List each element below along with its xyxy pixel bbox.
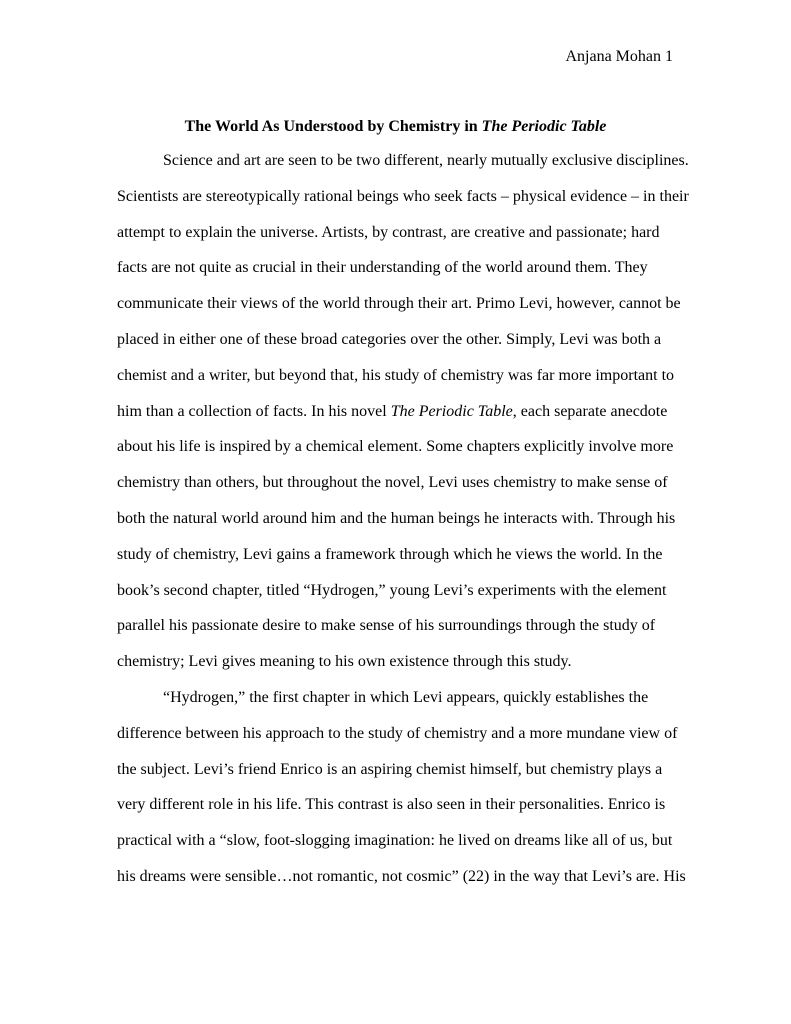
body-line: attempt to explain the universe. Artists, by contrast, are creative and passionate; hard [117, 223, 660, 241]
essay-title-book: The Periodic Table [481, 118, 607, 135]
body-line: about his life is inspired by a chemical element. Some chapters explicitly involve more [117, 438, 674, 456]
body-line: “Hydrogen,” the first chapter in which Levi appears, quickly establishes the [163, 688, 649, 706]
body-line: Science and art are seen to be two different, nearly mutually exclusive disciplines. [163, 152, 689, 169]
body-line: chemistry; Levi gives meaning to his own existence through this study. [117, 653, 572, 671]
body-line: study of chemistry, Levi gains a framework through which he views the world. In the [117, 545, 663, 563]
running-head: Anjana Mohan 1 [565, 48, 673, 65]
book-title-italic: The Periodic Table [390, 402, 513, 420]
body-line: the subject. Levi’s friend Enrico is an aspiring chemist himself, but chemistry plays a [117, 760, 663, 778]
body-line: Scientists are stereotypically rational beings who seek facts – physical evidence – in their [117, 187, 689, 205]
body-line: very different role in his life. This contrast is also seen in their personalities. Enrico is [117, 796, 666, 814]
essay-title-text: The World As Understood by Chemistry in [184, 118, 482, 135]
body-line: parallel his passionate desire to make sense of his surroundings through the study of [117, 617, 656, 635]
essay-body [117, 150, 689, 902]
body-line: chemistry than others, but throughout the novel, Levi uses chemistry to make sense of [117, 474, 668, 492]
body-line: book’s second chapter, titled “Hydrogen,” young Levi’s experiments with the element [117, 581, 667, 599]
essay-title [0, 117, 791, 137]
body-line: both the natural world around him and the human beings he interacts with. Through his [117, 509, 676, 527]
body-line: facts are not quite as crucial in their understanding of the world around them. They [117, 259, 648, 277]
body-line-part: him than a collection of facts. In his novel [117, 402, 391, 420]
body-line: chemist and a writer, but beyond that, his study of chemistry was far more important to [117, 366, 675, 384]
body-line: his dreams were sensible…not romantic, not cosmic” (22) in the way that Levi’s are. His [117, 867, 686, 885]
body-line: difference between his approach to the study of chemistry and a more mundane view of [117, 724, 678, 742]
body-line: practical with a “slow, foot-slogging imagination: he lived on dreams like all of us, but [117, 832, 673, 850]
body-line-part: , each separate anecdote [512, 402, 668, 420]
body-line: placed in either one of these broad categories over the other. Simply, Levi was both a [117, 330, 662, 348]
body-line-with-title [117, 401, 677, 437]
body-line: communicate their views of the world through their art. Primo Levi, however, cannot be [117, 295, 681, 313]
